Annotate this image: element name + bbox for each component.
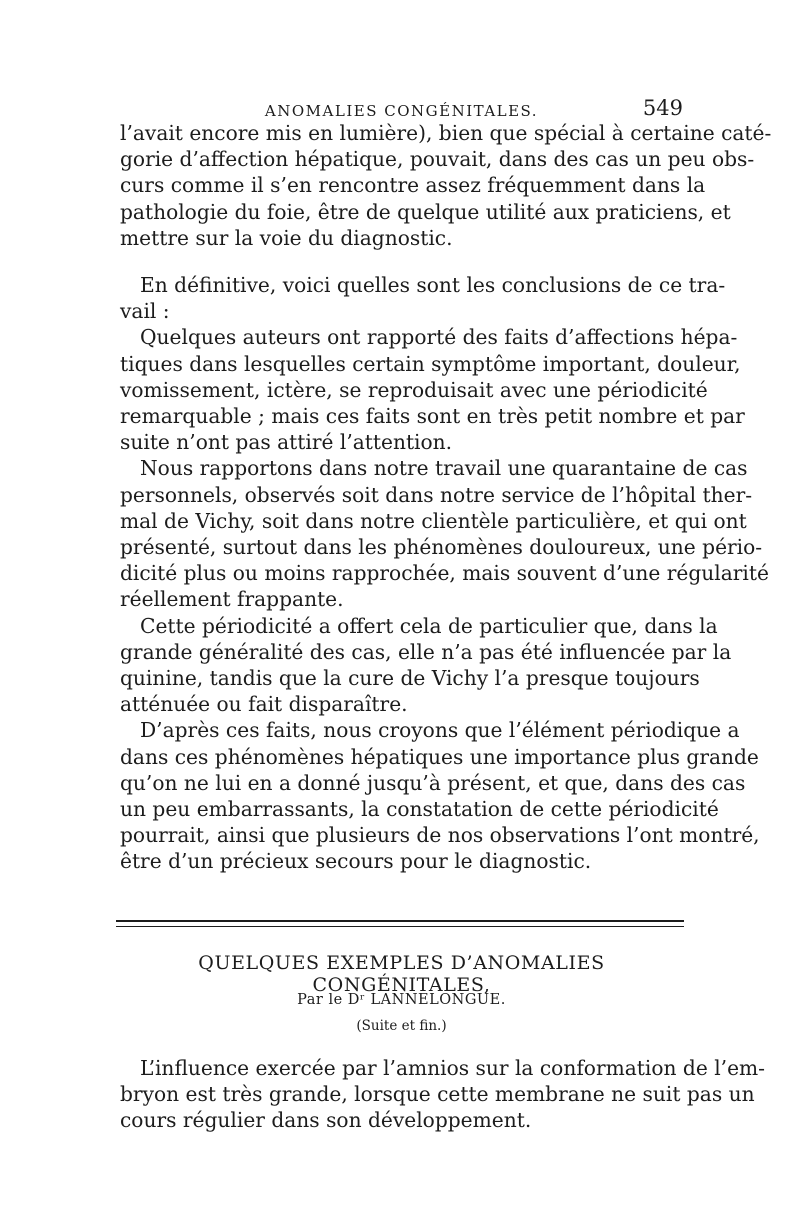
closing-paragraph [120,1055,766,1134]
text-line: tiques dans lesquelles certain symptôme important, douleur, [120,351,741,376]
section-title: QUELQUES EXEMPLES D’ANOMALIES CONGÉNITALES, [198,952,605,996]
text-line: pourrait, ainsi que plusieurs de nos observations l’ont montré, [120,823,760,848]
text-line: mal de Vichy, soit dans notre clientèle particulière, et qui ont [120,508,747,533]
text-line: un peu embarrassants, la constatation de cette périodicité [120,797,719,822]
paragraph-3 [120,324,745,455]
text-line: réellement frappante. [120,587,344,612]
text-line: mettre sur la voie du diagnostic. [120,225,453,250]
section-divider-thin [116,926,684,927]
text-line: gorie d’affection hépatique, pouvait, dans des cas un peu obs- [120,147,755,172]
text-line: suite n’ont pas attiré l’attention. [120,430,453,455]
section-divider-thick [116,920,684,922]
running-title: ANOMALIES CONGÉNITALES. [264,102,539,120]
text-line: remarquable ; mais ces faits sont en très petit nombre et par [120,404,745,429]
text-line: présenté, surtout dans les phénomènes douloureux, une pério- [120,535,763,560]
text-line: D’après ces faits, nous croyons que l’élément périodique a [140,718,740,743]
text-line: bryon est très grande, lorsque cette membrane ne suit pas un [120,1082,755,1107]
text-line: qu’on ne lui en a donné jusqu’à présent, et que, dans des cas [120,770,746,795]
text-line: être d’un précieux secours pour le diagnostic. [120,849,592,874]
paragraph-5 [120,613,732,718]
text-line: Cette périodicité a offert cela de particulier que, dans la [140,613,718,638]
text-line: curs comme il s’en rencontre assez fréquemment dans la [120,173,706,198]
text-line: personnels, observés soit dans notre service de l’hôpital ther- [120,482,753,507]
author-byline: Par le Dʳ LANNELONGUE. [297,992,506,1008]
text-line: grande généralité des cas, elle n’a pas été influencée par la [120,639,732,664]
text-line: L’influence exercée par l’amnios sur la conformation de l’em- [140,1056,766,1080]
paragraph-1 [120,120,772,251]
text-line: dans ces phénomènes hépatiques une importance plus grande [120,744,759,769]
text-line: Quelques auteurs ont rapporté des faits d’affections hépa- [140,325,738,350]
continuation-note: (Suite et fin.) [356,1018,447,1034]
paragraph-gap [120,251,683,272]
text-line: l’avait encore mis en lumière), bien que spécial à certaine caté- [120,121,772,145]
paragraph-6 [120,717,760,874]
body-text [120,120,772,875]
text-line: En définitive, voici quelles sont les conclusions de ce tra- [140,273,726,298]
text-line: dicité plus ou moins rapprochée, mais souvent d’une régularité [120,561,769,586]
text-line: vomissement, ictère, se reproduisait avec une périodicité [120,377,708,402]
text-line: vail : [120,299,170,324]
paragraph-4 [120,455,769,612]
text-line: pathologie du foie, être de quelque utilité aux praticiens, et [120,199,731,224]
page-number: 549 [642,96,683,120]
text-line: Nous rapportons dans notre travail une quarantaine de cas [140,456,748,481]
text-line: cours régulier dans son développement. [120,1108,532,1133]
text-line: atténuée ou fait disparaître. [120,692,408,717]
paragraph-2 [120,272,726,324]
text-line: quinine, tandis que la cure de Vichy l’a presque toujours [120,666,700,691]
